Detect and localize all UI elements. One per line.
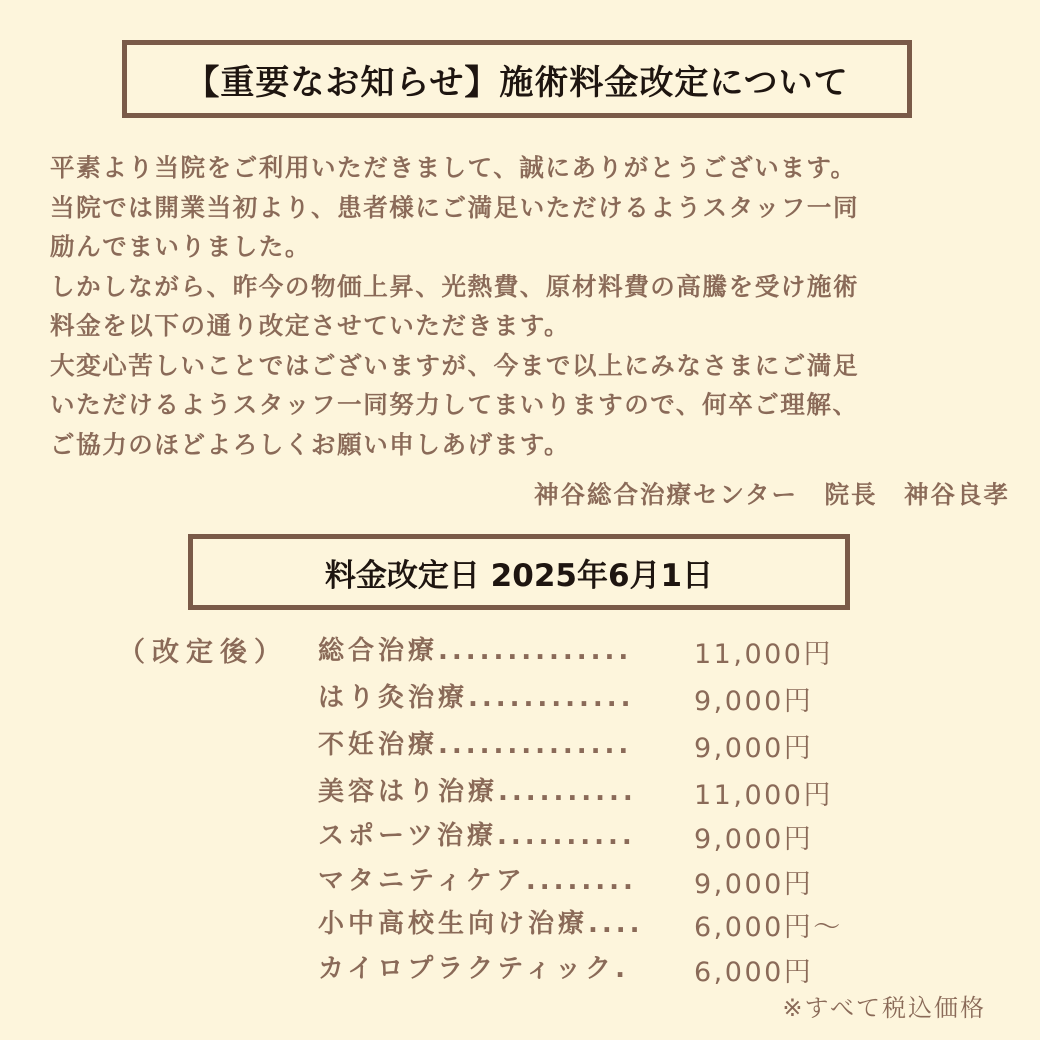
treatment-name: はり灸治療............ — [318, 683, 635, 713]
treatment-price: 9,000円 — [694, 686, 814, 717]
title-box — [122, 40, 912, 118]
treatment-name: スポーツ治療.......... — [318, 821, 636, 851]
treatment-price: 11,000円 — [694, 639, 833, 670]
treatment-price: 9,000円 — [694, 824, 814, 855]
treatment-price: 9,000円 — [694, 733, 814, 764]
body-line: いただけるようスタッフ一同努力してまいりますので、何卒ご理解、 — [50, 390, 859, 419]
price-row — [318, 630, 878, 670]
treatment-name: 不妊治療.............. — [318, 730, 633, 760]
price-row — [318, 903, 878, 943]
price-row — [318, 815, 878, 855]
price-row — [318, 948, 878, 988]
price-row — [318, 771, 878, 811]
body-line: しかしながら、昨今の物価上昇、光熱費、原材料費の高騰を受け施術 — [50, 271, 860, 301]
body-line: 平素より当院をご利用いただきまして、誠にありがとうございます。 — [50, 153, 857, 182]
price-row — [318, 860, 878, 900]
body-line: 料金を以下の通り改定させていただきます。 — [50, 311, 571, 340]
tax-note: ※すべて税込価格 — [782, 994, 986, 1022]
notice-body — [50, 148, 1010, 464]
treatment-price: 6,000円〜 — [694, 912, 843, 943]
body-line: 大変心苦しいことではございますが、今まで以上にみなさまにご満足 — [50, 350, 860, 380]
after-revision-label: （改定後） — [118, 637, 288, 668]
treatment-name: カイロプラクティック. — [318, 954, 630, 984]
body-line: ご協力のほどよろしくお願い申しあげます。 — [50, 429, 571, 459]
treatment-name: 小中高校生向け治療.... — [318, 909, 644, 939]
signature: 神谷総合治療センター 院長 神谷良孝 — [533, 480, 1010, 509]
body-line: 当院では開業当初より、患者様にご満足いただけるようスタッフ一同 — [50, 192, 860, 222]
body-line: 励んでまいりました。 — [50, 232, 311, 261]
treatment-name: 美容はり治療.......... — [318, 777, 637, 807]
treatment-name: マタニティケア........ — [318, 866, 637, 896]
price-row — [318, 724, 878, 764]
revision-date: 料金改定日 2025年6月1日 — [324, 557, 714, 594]
treatment-price: 6,000円 — [694, 957, 814, 988]
treatment-name: 総合治療.............. — [318, 636, 633, 666]
revision-date-box — [188, 534, 850, 610]
treatment-price: 11,000円 — [694, 780, 833, 811]
treatment-price: 9,000円 — [694, 869, 814, 900]
notice-title: 【重要なお知らせ】施術料金改定について — [185, 62, 849, 103]
price-row — [318, 677, 878, 717]
